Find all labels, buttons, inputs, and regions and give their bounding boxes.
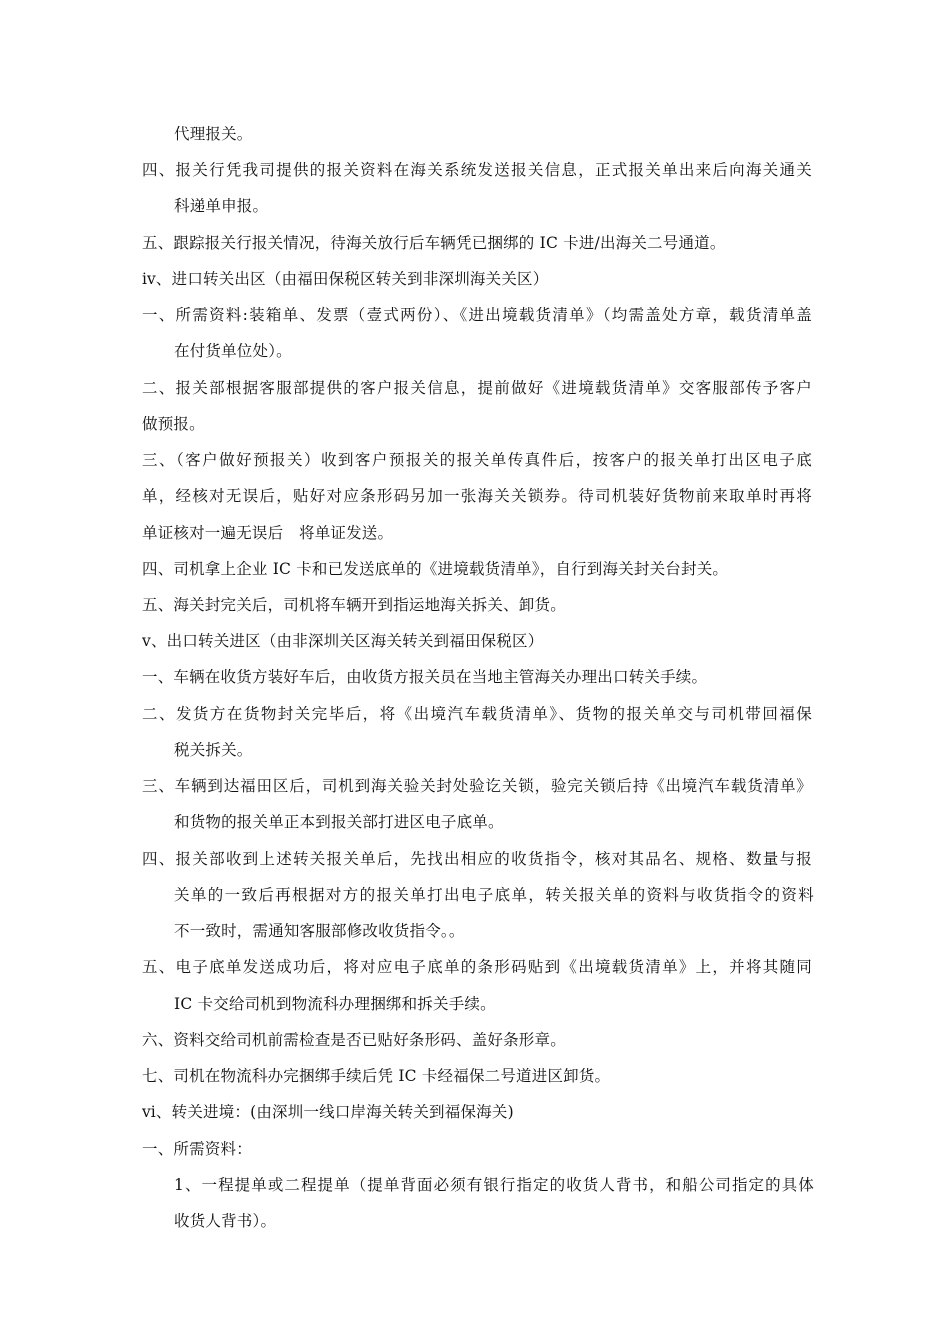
text-line: 七、司机在物流科办完捆绑手续后凭 IC 卡经福保二号道进区卸货。 [142, 1067, 611, 1085]
text-line: 单证核对一遍无误后 将单证发送。 [142, 524, 394, 542]
text-line: 三、（客户做好预报关）收到客户预报关的报关单传真件后，按客户的报关单打出区电子底 [142, 451, 812, 469]
text-line: 四、报关部收到上述转关报关单后，先找出相应的收货指令，核对其品名、规格、数量与报 [142, 850, 812, 868]
text-line: 二、报关部根据客服部提供的客户报关信息，提前做好《进境载货清单》交客服部传予客户 [142, 379, 812, 397]
text-line: 税关拆关。 [174, 741, 253, 759]
text-line: 代理报关。 [174, 125, 253, 143]
text-line: 五、跟踪报关行报关情况，待海关放行后车辆凭已捆绑的 IC 卡进/出海关二号通道。 [142, 234, 726, 252]
text-line: 一、所需资料： [142, 1140, 252, 1158]
text-line: 1、一程提单或二程提单（提单背面必须有银行指定的收货人背书，和船公司指定的具体 [174, 1176, 814, 1194]
text-line: 和货物的报关单正本到报关部打进区电子底单。 [174, 813, 504, 831]
section-heading: ⅴ、出口转关进区（由非深圳关区海关转关到福田保税区） [142, 632, 544, 650]
text-line: 在付货单位处）。 [174, 342, 292, 360]
text-line: 关单的一致后再根据对方的报关单打出电子底单，转关报关单的资料与收货指令的资料 [174, 886, 814, 904]
text-line: 科递单申报。 [174, 197, 269, 215]
section-heading: ⅳ、进口转关出区（由福田保税区转关到非深圳海关关区） [142, 270, 549, 288]
text-line: 单，经核对无误后，贴好对应条形码另加一张海关关锁券。待司机装好货物前来取单时再将 [142, 487, 812, 505]
text-line: 五、电子底单发送成功后，将对应电子底单的条形码贴到《出境载货清单》上，并将其随同 [142, 958, 812, 976]
text-line: 四、报关行凭我司提供的报关资料在海关系统发送报关信息，正式报关单出来后向海关通关 [142, 161, 812, 179]
text-line: 做预报。 [142, 415, 205, 433]
text-line: 四、司机拿上企业 IC 卡和已发送底单的《进境载货清单》，自行到海关封关台封关。 [142, 560, 729, 578]
text-line: 三、车辆到达福田区后，司机到海关验关封处验讫关锁，验完关锁后持《出境汽车载货清单》 [142, 777, 812, 795]
text-line: 五、海关封完关后，司机将车辆开到指运地海关拆关、卸货。 [142, 596, 566, 614]
text-line: 收货人背书）。 [174, 1212, 277, 1230]
text-line: 一、所需资料:装箱单、发票（壹式两份）、《进出境载货清单》（均需盖处方章，载货清单盖 [142, 306, 812, 324]
text-line: 二、发货方在货物封关完毕后，将《出境汽车载货清单》、货物的报关单交与司机带回福保 [142, 705, 812, 723]
text-line: 一、车辆在收货方装好车后，由收货方报关员在当地主管海关办理出口转关手续。 [142, 668, 708, 686]
section-heading: ⅵ、转关进境：(由深圳一线口岸海关转关到福保海关) [142, 1103, 514, 1121]
text-line: IC 卡交给司机到物流科办理捆绑和拆关手续。 [174, 995, 496, 1013]
text-line: 不一致时，需通知客服部修改收货指令。。 [174, 922, 465, 940]
text-line: 六、资料交给司机前需检查是否已贴好条形码、盖好条形章。 [142, 1031, 566, 1049]
